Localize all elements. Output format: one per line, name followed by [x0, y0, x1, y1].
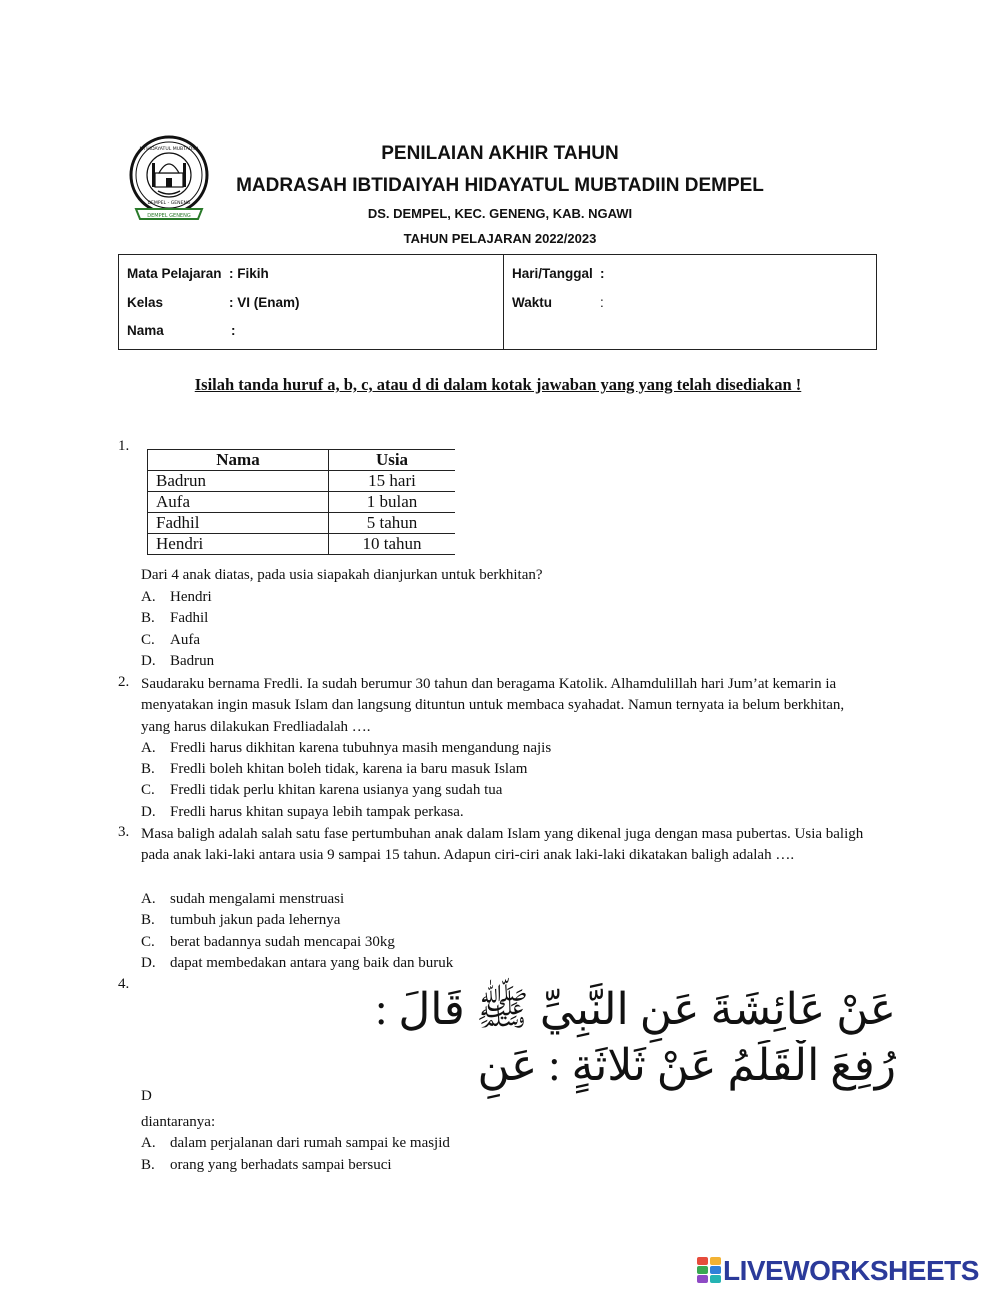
age-table	[147, 449, 455, 555]
question-1-option-d[interactable]	[141, 651, 214, 672]
arabic-overlay-mask	[156, 1100, 916, 1112]
option-letter: C.	[141, 782, 155, 798]
name-row	[127, 323, 236, 338]
question-4-option-b[interactable]	[141, 1155, 392, 1176]
subject-value: : Fikih	[229, 266, 269, 281]
question-1-option-c[interactable]	[141, 630, 200, 651]
table-cell-name: Fadhil	[148, 513, 329, 534]
question-2-option-d[interactable]	[141, 802, 464, 823]
question-3-option-c[interactable]	[141, 932, 395, 953]
question-2-number: 2.	[118, 674, 130, 690]
question-4-option-a[interactable]	[141, 1133, 450, 1154]
exam-info-box	[118, 254, 877, 350]
option-text: Fredli harus khitan supaya lebih tampak perkasa.	[170, 804, 464, 820]
table-row	[148, 534, 456, 555]
option-text: dapat membedakan antara yang baik dan buruk	[170, 955, 454, 971]
option-text: Aufa	[170, 632, 200, 648]
option-text: Fadhil	[170, 610, 209, 626]
question-3-option-b[interactable]	[141, 910, 340, 931]
subject-label: Mata Pelajaran	[127, 266, 222, 281]
option-text: berat badannya sudah mencapai 30kg	[170, 934, 395, 950]
day-label: Hari/Tanggal	[512, 266, 593, 281]
liveworksheets-wordmark: LIVEWORKSHEETS	[723, 1255, 979, 1286]
option-letter: C.	[141, 934, 155, 950]
question-3-option-d[interactable]	[141, 953, 453, 974]
school-logo	[128, 133, 210, 225]
option-text: Fredli boleh khitan boleh tidak, karena ia baru masuk Islam	[170, 761, 528, 777]
option-letter: A.	[141, 589, 156, 605]
option-letter: A.	[141, 891, 156, 907]
option-text: Fredli tidak perlu khitan karena usianya yang sudah tua	[170, 782, 503, 798]
day-row	[512, 266, 605, 281]
question-1-option-b[interactable]	[141, 608, 208, 629]
question-2-option-b[interactable]	[141, 759, 527, 780]
table-header-name: Nama	[148, 450, 329, 471]
info-divider	[503, 255, 504, 349]
option-letter: B.	[141, 912, 155, 928]
question-3-text: Masa baligh adalah salah satu fase pertumbuhan anak dalam Islam yang dikenal juga dengan masa pubertas. Usia baligh pada anak laki-laki antara usia 9 sampai 15 tahun. Adapun ciri-ciri anak laki-laki dikatakan baligh adalah ….	[141, 826, 864, 864]
time-label: Waktu	[512, 295, 552, 310]
option-text: dalam perjalanan dari rumah sampai ke masjid	[170, 1135, 450, 1151]
school-name: MADRASAH IBTIDAIYAH HIDAYATUL MUBTADIIN DEMPEL	[236, 175, 764, 196]
table-row	[148, 513, 456, 534]
class-value: : VI (Enam)	[229, 295, 300, 310]
table-cell-age: 1 bulan	[329, 492, 456, 513]
option-letter: B.	[141, 1157, 155, 1173]
name-label: Nama	[127, 323, 164, 338]
arabic-hadith-line-2: رُفِعَ الْقَلَمُ عَنْ ثَلاثَةٍ : عَنِ	[477, 1041, 896, 1090]
arabic-hadith-line-1: عَنْ عَائِشَةَ عَنِ النَّبِيِّ ﷺ قَالَ :	[375, 985, 896, 1034]
option-text: Fredli harus dikhitan karena tubuhnya masih mengandung najis	[170, 740, 552, 756]
option-text: orang yang berhadats sampai bersuci	[170, 1157, 392, 1173]
option-text: Hendri	[170, 589, 212, 605]
table-header-row	[148, 450, 456, 471]
question-4-text: diantaranya:	[141, 1114, 216, 1130]
option-text: Badrun	[170, 653, 215, 669]
logo-text-top: MI HIDAYATUL MUBTADIIN	[139, 147, 199, 152]
logo-text-bottom: DEMPEL - GENENG	[147, 201, 191, 206]
day-value: :	[600, 266, 605, 281]
option-letter: A.	[141, 740, 156, 756]
subject-row	[127, 266, 269, 281]
logo-ribbon: DEMPEL GENENG	[147, 213, 191, 219]
table-cell-age: 10 tahun	[329, 534, 456, 555]
option-text: sudah mengalami menstruasi	[170, 891, 345, 907]
question-4-partial-char: D	[141, 1088, 152, 1104]
question-1-text: Dari 4 anak diatas, pada usia siapakah dianjurkan untuk berkhitan?	[141, 567, 543, 583]
table-cell-age: 5 tahun	[329, 513, 456, 534]
table-header-age: Usia	[329, 450, 456, 471]
table-cell-age: 15 hari	[329, 471, 456, 492]
time-row	[512, 295, 604, 310]
question-1-number: 1.	[118, 438, 130, 454]
question-3-number: 3.	[118, 824, 130, 840]
option-letter: B.	[141, 761, 155, 777]
instruction-text: Isilah tanda huruf a, b, c, atau d di dalam kotak jawaban yang yang telah disediakan !	[194, 375, 802, 394]
table-row	[148, 471, 456, 492]
time-value: :	[600, 295, 604, 310]
option-letter: D.	[141, 955, 156, 971]
question-2-text: Saudaraku bernama Fredli. Ia sudah berumur 30 tahun dan beragama Katolik. Alhamdulillah hari Jum’at kemarin ia menyatakan ingin masuk Islam dan langsung dituntun untuk membaca syahadat. Namun ternyata ia belum berkhitan, yang harus dilakukan Fredliadalah ….	[141, 676, 845, 735]
question-3-option-a[interactable]	[141, 889, 344, 910]
option-letter: C.	[141, 632, 155, 648]
option-letter: A.	[141, 1135, 156, 1151]
liveworksheets-badge-icon	[697, 1257, 721, 1283]
option-letter: D.	[141, 804, 156, 820]
name-value: :	[231, 323, 236, 338]
class-row	[127, 295, 300, 310]
class-label: Kelas	[127, 295, 164, 310]
school-address: DS. DEMPEL, KEC. GENENG, KAB. NGAWI	[367, 206, 633, 221]
academic-year: TAHUN PELAJARAN 2022/2023	[403, 231, 597, 246]
option-letter: B.	[141, 610, 155, 626]
table-cell-name: Aufa	[148, 492, 329, 513]
table-cell-name: Hendri	[148, 534, 329, 555]
option-letter: D.	[141, 653, 156, 669]
option-text: tumbuh jakun pada lehernya	[170, 912, 341, 928]
table-cell-name: Badrun	[148, 471, 329, 492]
question-4-number: 4.	[118, 976, 130, 992]
table-row	[148, 492, 456, 513]
question-2-option-a[interactable]	[141, 738, 551, 759]
question-1-option-a[interactable]	[141, 587, 212, 608]
exam-title: PENILAIAN AKHIR TAHUN	[381, 143, 619, 164]
question-2-option-c[interactable]	[141, 780, 502, 801]
